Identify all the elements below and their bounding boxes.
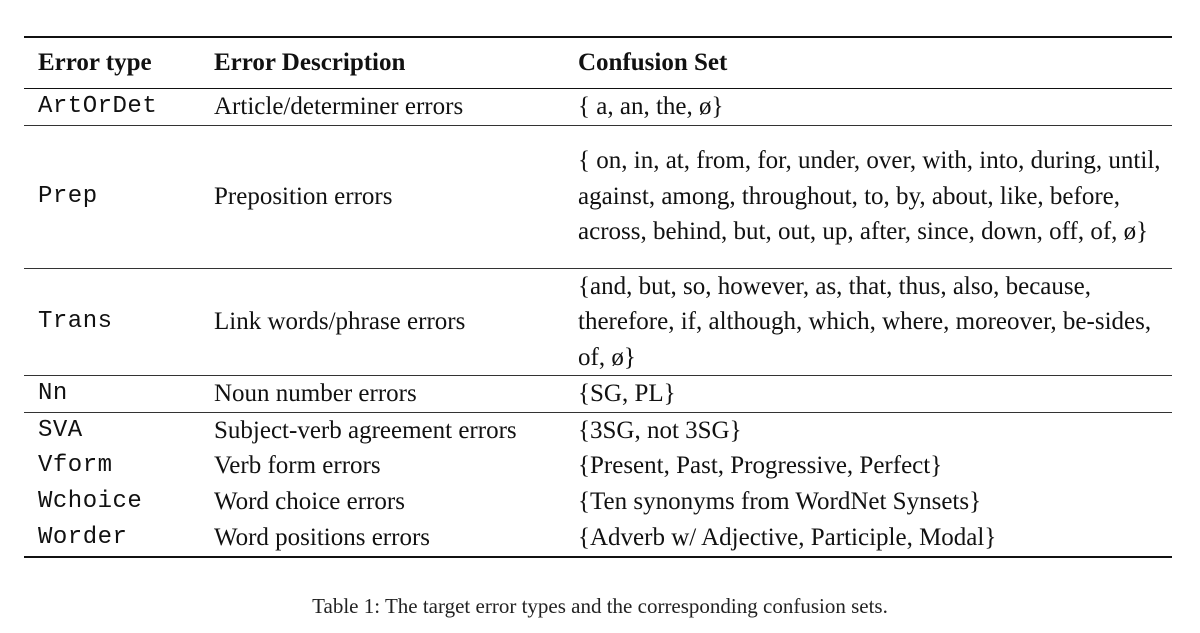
table-row [24,520,1172,557]
error-description-cell: Noun number errors [214,380,417,407]
confusion-set-cell: {Present, Past, Progressive, Perfect} [578,452,943,480]
confusion-set-cell: { on, in, at, from, for, under, over, with, into, during, until, against, among, throughout, to, by, about, like, before, across, behind, but, out, up, after, since, down, off, of, ø} [564,125,1172,268]
table-row [24,125,1172,268]
error-description-cell: Link words/phrase errors [200,268,564,376]
error-type-cell: Worder [38,524,128,551]
confusion-set-cell: {SG, PL} [578,380,676,407]
error-description-cell: Word positions errors [214,524,431,551]
error-description-cell: Word choice errors [214,488,405,516]
error-type-cell: Wchoice [38,488,143,516]
error-type-cell: ArtOrDet [24,89,200,126]
table-row [24,376,1172,413]
confusion-set-cell: { a, an, the, ø} [564,89,1172,126]
confusion-set-cell: {Adverb w/ Adjective, Participle, Modal} [578,524,997,551]
error-type-cell: Prep [24,125,200,268]
table-row [24,268,1172,376]
table-row [24,448,1172,484]
table-caption: Table 1: The target error types and the corresponding confusion sets. [312,594,888,618]
error-type-cell: Trans [24,268,200,376]
confusion-set-cell: {and, but, so, however, as, that, thus, also, because, therefore, if, although, which, where, moreover, be-sides, of, ø} [564,268,1172,376]
error-types-table [24,36,1172,558]
table-row [24,484,1172,520]
error-type-cell: Nn [38,380,68,407]
error-description-cell: Article/determiner errors [200,89,564,126]
error-type-cell: SVA [38,416,83,444]
confusion-set-cell: {Ten synonyms from WordNet Synsets} [578,488,982,516]
error-description-cell: Subject-verb agreement errors [214,416,517,444]
header-error-type: Error type [24,37,200,89]
table-header-row [24,37,1172,89]
table-container [24,36,1172,558]
error-description-cell: Preposition errors [200,125,564,268]
error-description-cell: Verb form errors [214,452,381,480]
header-confusion-set: Confusion Set [564,37,1172,89]
header-error-description: Error Description [200,37,564,89]
error-type-cell: Vform [38,452,113,480]
confusion-set-cell: {3SG, not 3SG} [578,416,742,444]
table-row [24,412,1172,448]
table-row [24,89,1172,126]
